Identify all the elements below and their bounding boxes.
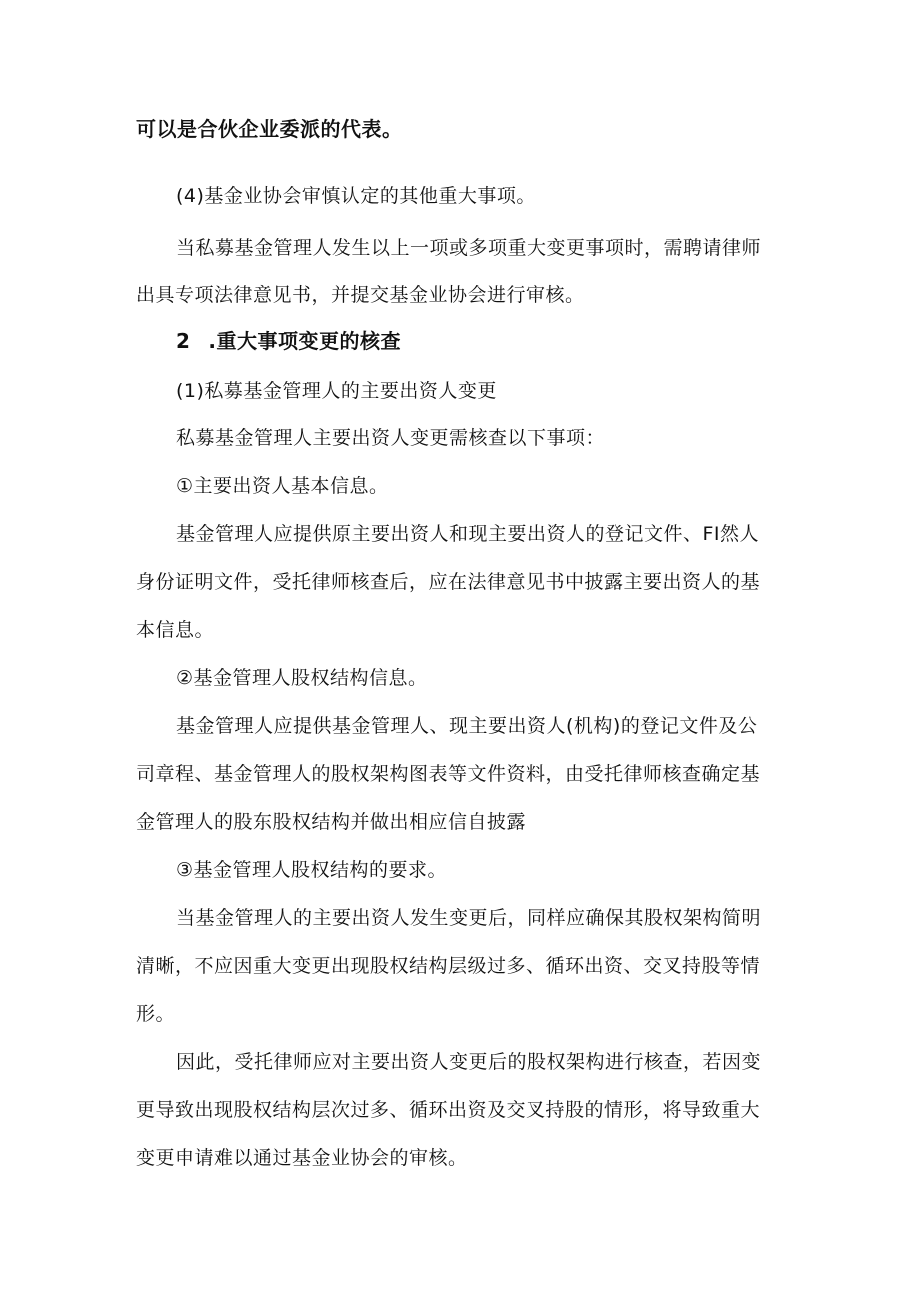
subsection-heading: (1)私募基金管理人的主要出资人变更 — [176, 380, 497, 402]
paragraph-line: 变更申请难以通过基金业协会的审核。 — [136, 1147, 468, 1169]
paragraph-line: 基金管理人应提供原主要出资人和现主要出资人的登记文件、FI然人 — [176, 523, 760, 545]
paragraph-line: 出具专项法律意见书，并提交基金业协会进行审核。 — [136, 284, 585, 306]
paragraph-line: 可以是合伙企业委派的代表。 — [136, 117, 403, 141]
section-number: 2 — [176, 329, 191, 353]
paragraph-line: 司章程、基金管理人的股权架构图表等文件资料，由受托律师核查确定基 — [136, 763, 761, 785]
paragraph-line: 当私募基金管理人发生以上一项或多项重大变更事项时，需聘请律师 — [176, 237, 762, 259]
section-heading — [176, 328, 401, 354]
paragraph-line: 基金管理人应提供基金管理人、现主要出资人(机构)的登记文件及公 — [176, 715, 758, 737]
section-title: .重大事项变更的核查 — [208, 329, 402, 353]
paragraph-line: 身份证明文件，受托律师核查后，应在法律意见书中披露主要出资人的基 — [136, 571, 761, 593]
paragraph-line: 更导致出现股权结构层次过多、循环出资及交叉持股的情形，将导致重大 — [136, 1099, 761, 1121]
paragraph-line: 私募基金管理人主要出资人变更需核查以下事项： — [176, 427, 606, 449]
paragraph-line: 清晰，不应因重大变更出现股权结构层级过多、循环出资、交叉持股等情 — [136, 955, 761, 977]
paragraph-line: 形。 — [136, 1003, 176, 1025]
list-item: ②基金管理人股权结构信息。 — [176, 667, 428, 689]
list-item: ①主要出资人基本信息。 — [176, 475, 389, 497]
paragraph-line: 因此，受托律师应对主要出资人变更后的股权架构进行核查，若因变 — [176, 1051, 762, 1073]
paragraph-line: 本信息。 — [136, 619, 215, 641]
paragraph-line: 当基金管理人的主要出资人发生变更后，同样应确保其股权架构简明 — [176, 907, 762, 929]
list-item: ③基金管理人股权结构的要求。 — [176, 859, 448, 881]
paragraph-line: 金管理人的股东股权结构并做出相应信自披露 — [136, 811, 527, 833]
list-item: (4)基金业协会审慎认定的其他重大事项。 — [176, 185, 536, 207]
